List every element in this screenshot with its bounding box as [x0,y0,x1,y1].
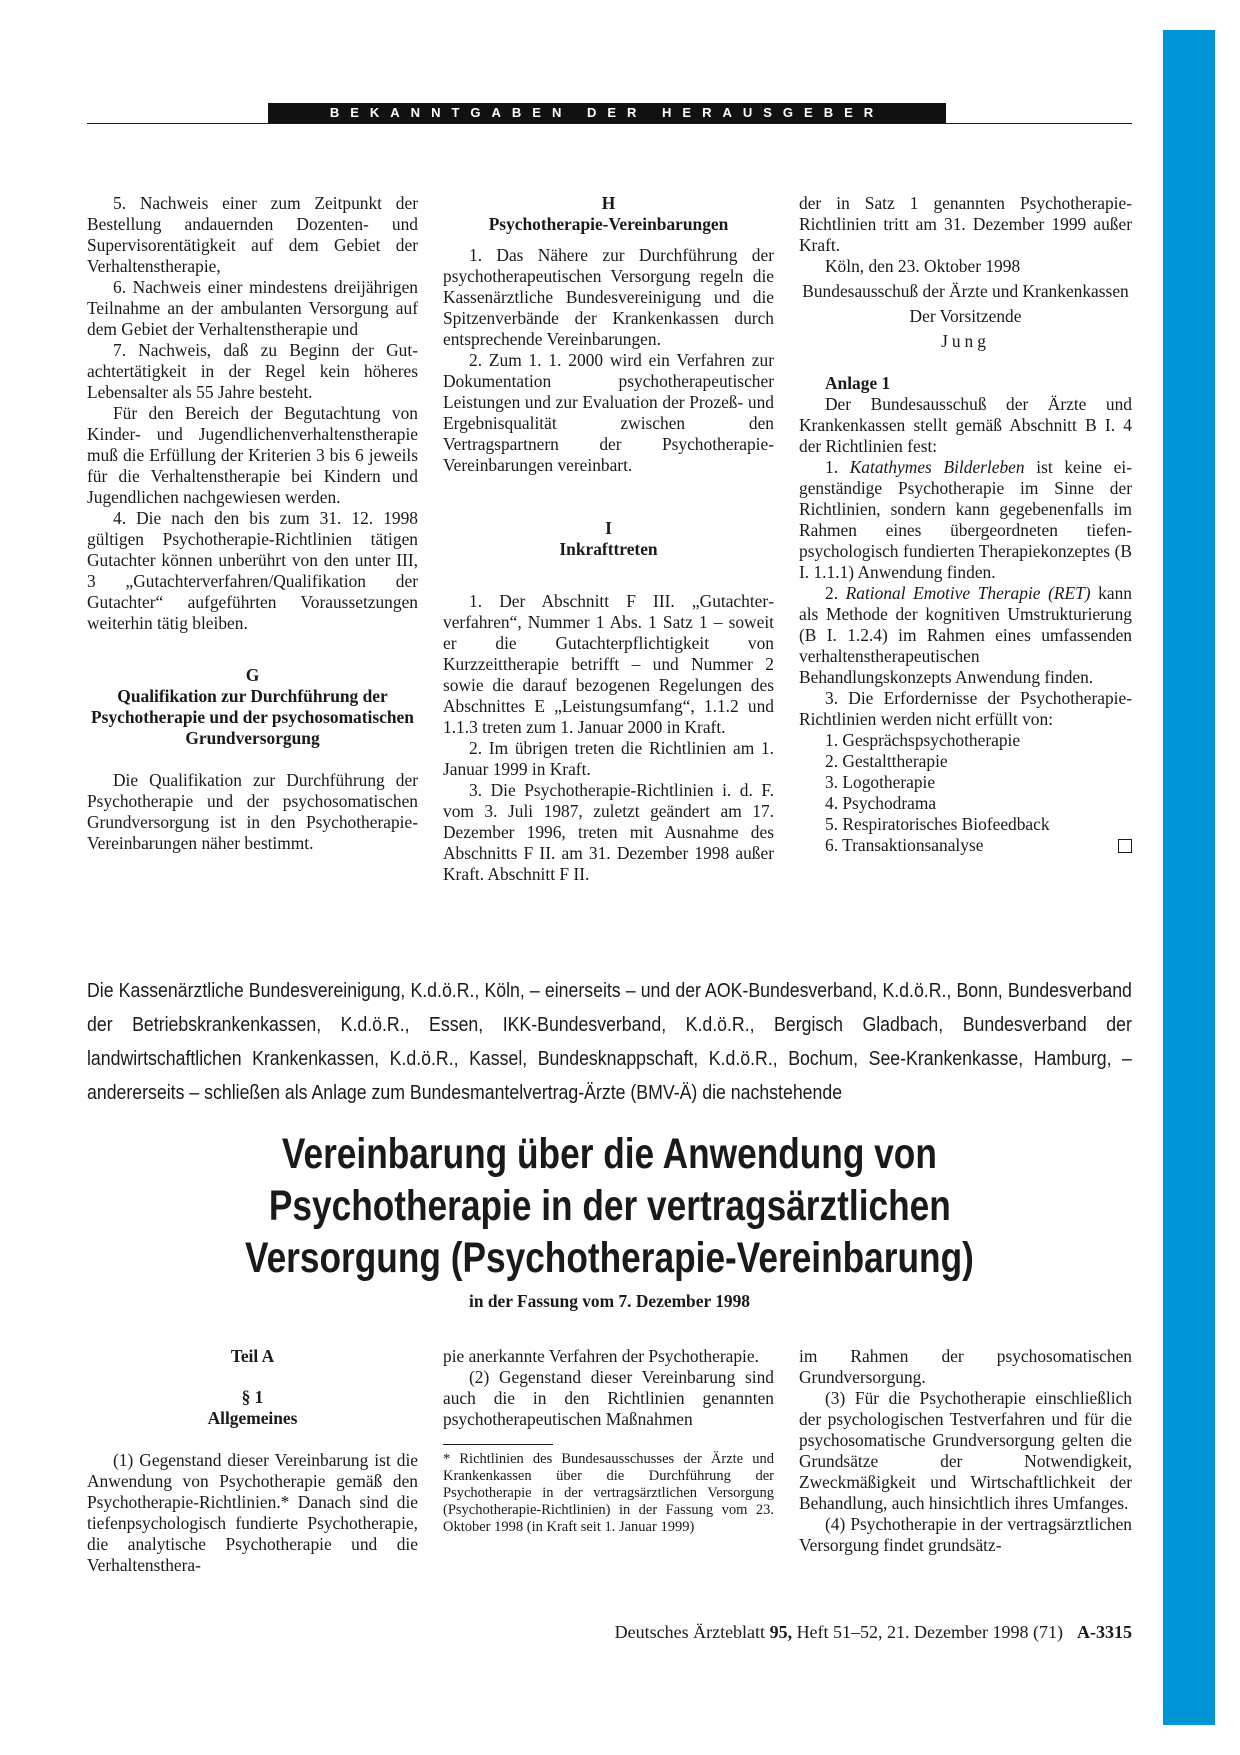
section-heading: Qualifikation zur Durchführung der Psychotherapie und der psychosomatischen Grundversorgung [91,686,414,748]
volume-number: 95, [769,1622,793,1642]
paragraph: (3) Für die Psychotherapie einschließlich der psychologischen Testverfahren und für die psychosomatische Grundversorgung gelten die Grundsätze der Notwendigkeit, Zweckmäßigkeit und Wirtschaftlichkeit der Behandlung, auch hinsichtlich ihres Umfanges. [799,1388,1132,1513]
date-line: Köln, den 23. Oktober 1998 [825,256,1021,276]
paragraph: (2) Gegenstand dieser Vereinbarung sind auch die in den Richtlinien genannten psychotherapeutischen Maßnahmen [443,1367,774,1429]
header-rule [87,123,1132,124]
journal-name: Deutsches Ärzteblatt [614,1622,770,1642]
upper-column-3 [799,193,1132,856]
side-color-bar [1163,30,1215,1725]
list-item: 1. Gesprächspsychotherapie [825,730,1021,750]
part-heading: Teil A [230,1346,275,1366]
upper-column-1 [87,193,418,854]
paragraph: 1. Der Abschnitt F III. „Gutachterverfahren“, Nummer 1 Abs. 1 Satz 1 – soweit er die Gutachterpflichtigkeit von Kurzzeittherapie betrifft – und Nummer 2 sowie die darauf bezogenen Regelungen des Abschnittes E „Leistungsumfang“, 1.1.2 und 1.1.3 treten zum 1. Januar 2000 in Kraft. [443,591,774,737]
section-heading: Psychotherapie-Vereinbarungen [488,214,729,234]
lower-column-2 [443,1346,774,1536]
list-item: 4. Psychodrama [825,793,937,813]
list-item-last: 6. Transaktionsanalyse [799,835,1132,856]
section-letter: I [605,518,612,538]
signatory-role: Der Vorsitzende [909,306,1022,326]
lower-column-1 [87,1346,418,1576]
page-footer [615,1622,1132,1643]
signatory-name: Jung [941,331,990,351]
paragraph: (4) Psychotherapie in der vertragsärztlichen Versorgung findet grundsätz- [799,1514,1132,1555]
paragraph: pie anerkannte Verfahren der Psychotherapie. [443,1346,759,1366]
list-item: 3. Logotherapie [825,772,936,792]
section-letter: G [245,665,260,685]
end-mark-icon [1118,839,1132,853]
lower-column-3 [799,1346,1132,1556]
paragraph: 4. Die nach den bis zum 31. 12. 1998 gültigen Psychotherapie-Richtlinien tätigen Gutachter können unberührt von den unter III, 3 „Gutachterverfahren/Qualifikation der Gutachter“ aufgeführten Voraussetzungen weiterhin tätig bleiben. [87,508,418,633]
section-letter: H [601,193,616,213]
paragraph: 6. Nachweis einer mindestens dreijährigen Teilnahme an der ambulanten Versorgung auf dem Gebiet der Verhaltenstherapie und [87,277,418,339]
appendix-heading: Anlage 1 [825,373,891,393]
paragraph: 1. Das Nähere zur Durchführung der psychotherapeutischen Versorgung regeln die Kassenärztliche Bundesvereinigung und die Spitzenverbände der Krankenkassen durch entsprechende Vereinbarungen. [443,245,774,349]
section-heading: Inkrafttreten [559,539,658,559]
article-title: Vereinbarung über die Anwendung von Psychotherapie in der vertragsärztlichen Versorgung (Psychotherapie-Vereinbarung) [245,1130,974,1282]
paragraph: 1. Katathymes Bilderleben ist keine eigenständige Psychotherapie im Sinne der Richtlinien, sondern kann gegebenenfalls im Rahmen eines übergeordneten tiefenpsychologisch fundierten Therapiekonzeptes (B I. 1.1.1) Anwendung finden. [799,457,1133,582]
upper-column-2 [443,193,774,885]
paragraph: 3. Die Erfordernisse der Psychotherapie-Richtlinien werden nicht erfüllt von: [799,688,1132,729]
list-item: 2. Gestalttherapie [825,751,948,771]
paragraph: im Rahmen der psychosomatischen Grundversorgung. [799,1346,1132,1387]
paragraph: Der Bundesausschuß der Ärzte und Krankenkassen stellt gemäß Abschnitt B I. 4 der Richtlinien fest: [799,394,1132,456]
paragraph: 2. Zum 1. 1. 2000 wird ein Verfahren zur Dokumentation psychotherapeutischer Leistungen und zur Evaluation der Prozeß- und Ergebnisqualität zwischen den Vertragspartnern der Psychotherapie-Vereinbarungen vereinbart. [443,350,774,475]
paragraph: Die Qualifikation zur Durchführung der Psychotherapie und der psychosomatischen Grundversorgung ist in den Psychotherapie-Vereinbarungen näher bestimmt. [87,770,418,853]
paragraph-heading: Allgemeines [207,1408,298,1428]
signatory-org: Bundesausschuß der Ärzte und Krankenkassen [802,281,1129,301]
paragraph: 2. Rational Emotive Therapie (RET) kann als Methode der kognitiven Umstrukturierung (B I. 1.2.4) im Rahmen eines umfassenden verhaltenstherapeutischen Behandlungskonzepts Anwendung finden. [799,583,1132,687]
intro-paragraph: Die Kassenärztliche Bundesvereinigung, K.d.ö.R., Köln, – einerseits – und der AOK-Bundesverband, K.d.ö.R., Bonn, Bundesverband der Betriebskrankenkassen, K.d.ö.R., Essen, IKK-Bundesverband, K.d.ö.R., Bergisch Gladbach, Bundesverband der landwirtschaftlichen Krankenkassen, K.d.ö.R., Kassel, Bundesknappschaft, K.d.ö.R., Bochum, See-Krankenkasse, Hamburg, – andererseits – schließen als Anlage zum Bundesmantelvertrag-Ärzte (BMV-Ä) die nachstehende [87,979,1132,1104]
paragraph: 5. Nachweis einer zum Zeitpunkt der Bestellung andauernden Dozenten- und Supervisorentätigkeit auf dem Gebiet der Verhaltenstherapie, [87,193,418,276]
method-list [799,730,1132,856]
paragraph: 2. Im übrigen treten die Richtlinien am 1. Januar 1999 in Kraft. [443,738,774,779]
page-number: A-3315 [1077,1622,1132,1642]
paragraph-number: § 1 [241,1387,264,1407]
section-header: BEKANNTGABEN DER HERAUSGEBER [268,103,946,123]
footnote: * Richtlinien des Bundesausschusses der Ärzte und Krankenkassen über die Durchführung der Psychotherapie in der vertragsärztlichen Versorgung (Psychotherapie-Richtlinien) in der Fassung vom 23. Oktober 1998 (in Kraft seit 1. Januar 1999) [443,1451,774,1535]
footnote-rule [443,1444,553,1445]
paragraph: (1) Gegenstand dieser Vereinbarung ist die Anwendung von Psychotherapie gemäß den Psychotherapie-Richtlinien.* Danach sind die tiefenpsychologisch fundierte Psychotherapie, die analytische Psychotherapie und die Verhaltensthera- [87,1450,418,1575]
paragraph: der in Satz 1 genannten Psychotherapie-Richtlinien tritt am 31. Dezember 1999 außer Kraft. [799,193,1132,255]
issue-info: Heft 51–52, 21. Dezember 1998 (71) [792,1622,1063,1642]
paragraph: 3. Die Psychotherapie-Richtlinien i. d. F. vom 3. Juli 1987, zuletzt geändert am 17. Dezember 1996, treten mit Ausnahme des Abschnitts F II. am 31. Dezember 1998 außer Kraft. Abschnitt F II. [443,780,774,884]
paragraph: 7. Nachweis, daß zu Beginn der Gutachtertätigkeit in der Regel kein höheres Lebensalter als 55 Jahre besteht. [87,340,418,402]
paragraph: Für den Bereich der Begutachtung von Kinder- und Jugendlichenverhaltenstherapie muß die Erfüllung der Kriterien 3 bis 6 jeweils für die Verhaltenstherapie bei Kindern und Jugendlichen nachgewiesen werden. [87,403,418,507]
article-subtitle: in der Fassung vom 7. Dezember 1998 [469,1291,750,1311]
list-item: 5. Respiratorisches Biofeedback [825,814,1050,834]
